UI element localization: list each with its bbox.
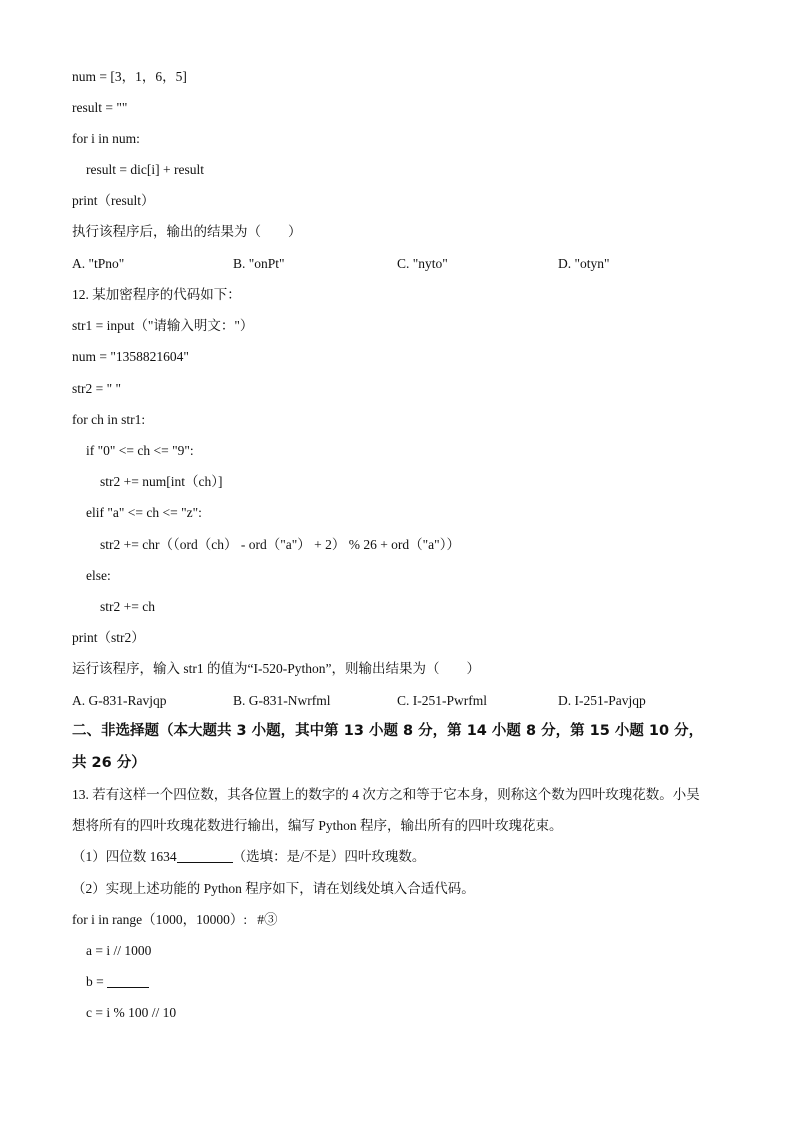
- code-line: num = [3，1，6，5]: [72, 69, 187, 84]
- q12-title: 12. 某加密程序的代码如下：: [72, 287, 241, 302]
- q12-option-d: D. I-251-Pavjqp: [558, 693, 646, 708]
- q11-option-b: B. "onPt": [233, 256, 285, 271]
- q12-prompt: 运行该程序，输入 str1 的值为“I-520-Python”，则输出结果为（ ）: [72, 661, 480, 676]
- code-line: elif "a" <= ch <= "z":: [86, 505, 202, 520]
- code-line: result = "": [72, 100, 128, 115]
- code-line: c = i % 100 // 10: [86, 1005, 177, 1020]
- answer-blank[interactable]: [107, 973, 149, 988]
- code-text: b =: [86, 974, 108, 989]
- code-line: str1 = input（"请输入明文："）: [72, 318, 254, 333]
- q13-text: 13. 若有这样一个四位数，其各位置上的数字的 4 次方之和等于它本身，则称这个数为四叶玫瑰花数。小吴: [72, 787, 700, 802]
- q11-option-c: C. "nyto": [397, 256, 448, 271]
- answer-blank[interactable]: [177, 848, 233, 863]
- q13-sub1-text-after: （选填：是/不是）四叶玫瑰数。: [232, 849, 426, 864]
- code-line: if "0" <= ch <= "9":: [86, 443, 194, 458]
- q13-sub1: [72, 848, 425, 866]
- q12-option-c: C. I-251-Pwrfml: [397, 693, 487, 708]
- code-line: str2 += chr（（ord（ch） - ord（"a"） + 2） % 26 + ord（"a"））: [100, 537, 460, 552]
- section-heading: 二、非选择题（本大题共 3 小题，其中第 13 小题 8 分，第 14 小题 8 分，第 15 小题 10 分，: [72, 723, 704, 739]
- code-line: str2 += ch: [100, 599, 155, 614]
- code-line: result = dic[i] + result: [86, 162, 204, 177]
- q11-option-a: A. "tPno": [72, 256, 125, 271]
- code-line: for ch in str1:: [72, 412, 146, 427]
- code-line: for i in range（1000，10000）: #③: [72, 912, 278, 927]
- code-line: a = i // 1000: [86, 943, 152, 958]
- code-line-blank: [86, 973, 149, 991]
- q12-option-a: A. G-831-Ravjqp: [72, 693, 167, 708]
- code-line: str2 = " ": [72, 381, 122, 396]
- section-heading-continued: 共 26 分）: [72, 755, 146, 771]
- code-line: num = "1358821604": [72, 349, 189, 364]
- q13-text-continued: 想将所有的四叶玫瑰花数进行输出，编写 Python 程序，输出所有的四叶玫瑰花束。: [72, 818, 563, 833]
- code-line: for i in num:: [72, 131, 140, 146]
- q11-prompt: 执行该程序后，输出的结果为（ ）: [72, 224, 302, 239]
- q13-sub2: （2）实现上述功能的 Python 程序如下，请在划线处填入合适代码。: [72, 881, 475, 896]
- code-line: str2 += num[int（ch）]: [100, 474, 223, 489]
- q12-option-b: B. G-831-Nwrfml: [233, 693, 331, 708]
- q13-sub1-text: （1）四位数 1634: [72, 849, 177, 864]
- code-line: print（str2）: [72, 630, 145, 645]
- q11-option-d: D. "otyn": [558, 256, 610, 271]
- code-line: else:: [86, 568, 111, 583]
- code-line: print（result）: [72, 193, 155, 208]
